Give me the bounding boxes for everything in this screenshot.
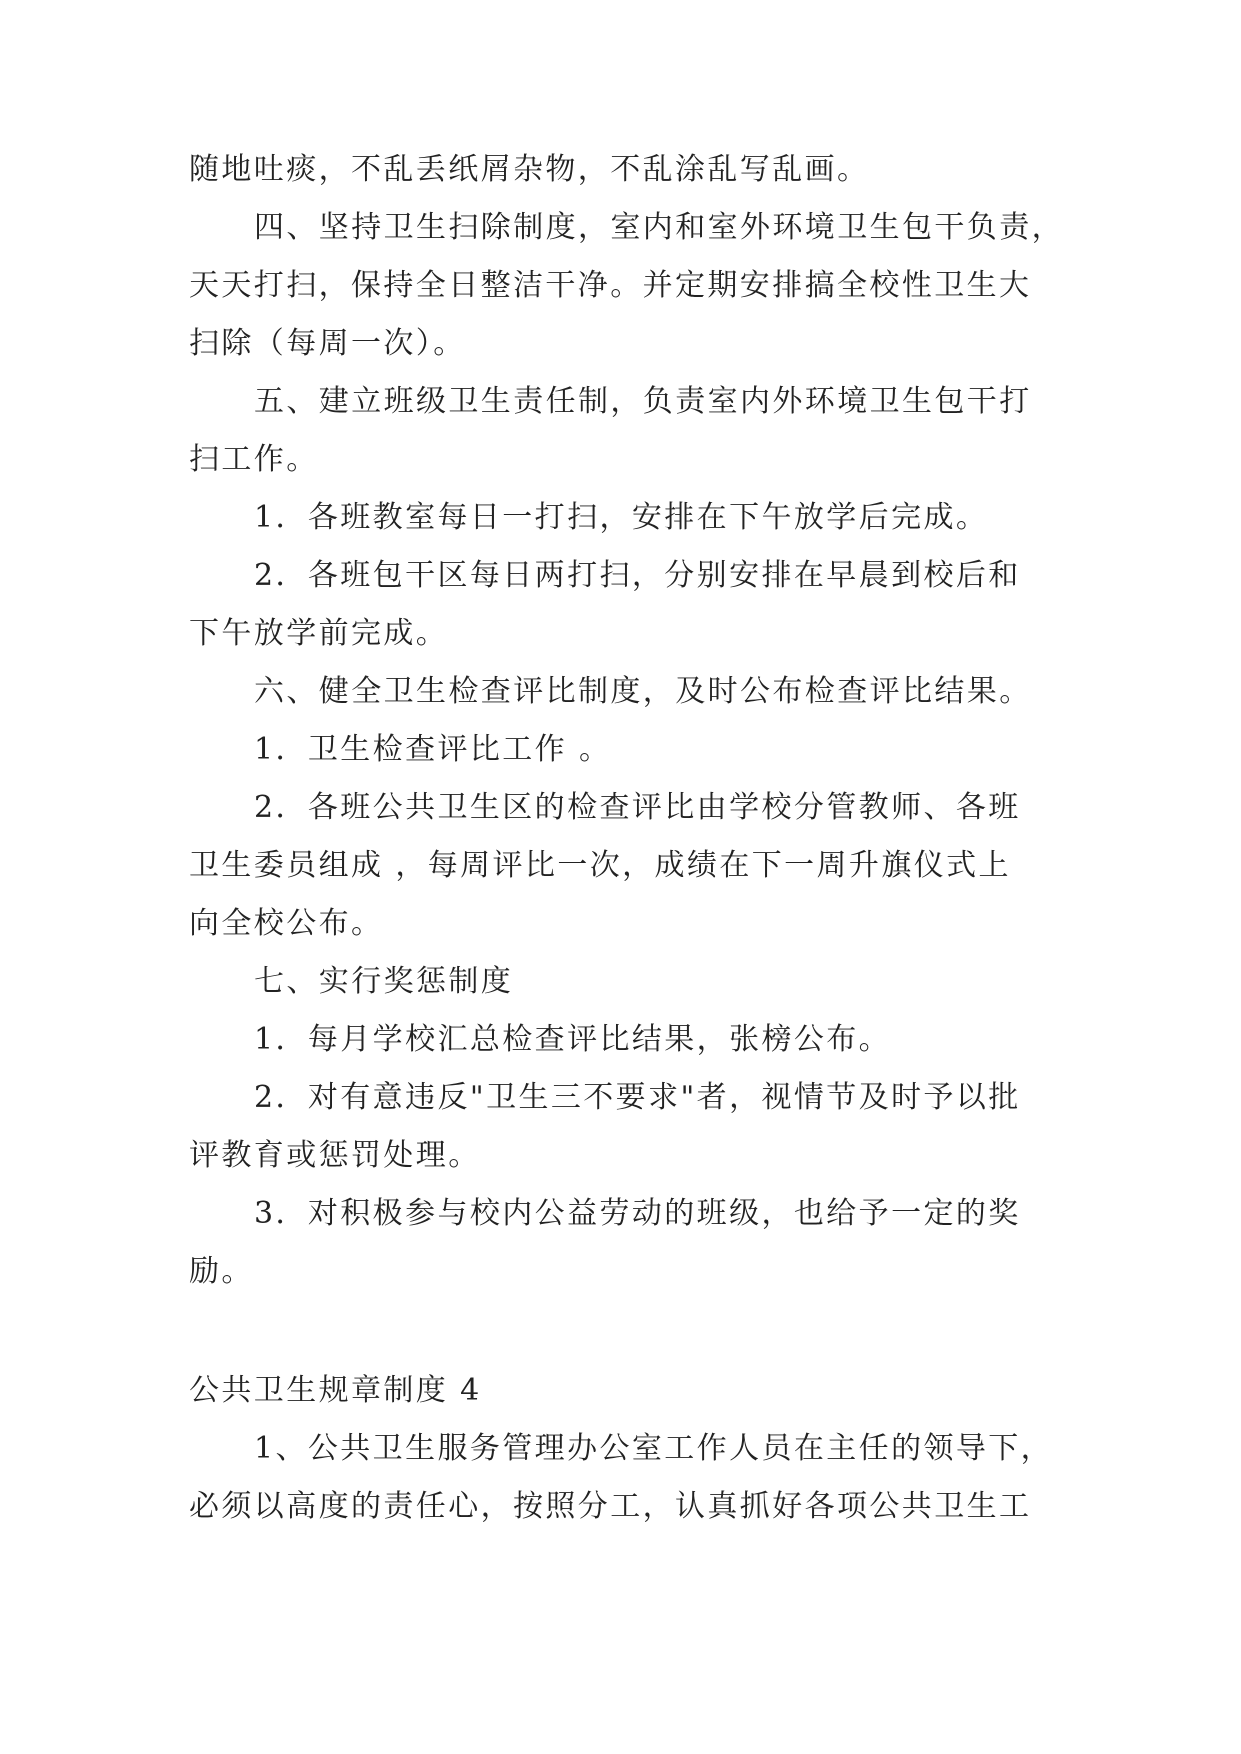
text-line: 卫生委员组成 ，每周评比一次，成绩在下一周升旗仪式上: [189, 848, 1011, 883]
text-line: 扫工作。: [189, 442, 319, 477]
text-line: 六、健全卫生检查评比制度，及时公布检查评比结果。: [254, 674, 1032, 709]
text-line: 天天打扫，保持全日整洁干净。并定期安排搞全校性卫生大: [189, 268, 1032, 303]
text-line: 随地吐痰，不乱丢纸屑杂物，不乱涂乱写乱画。: [189, 152, 870, 187]
text-line: 五、建立班级卫生责任制，负责室内外环境卫生包干打: [254, 384, 1032, 419]
text-line: 2．各班公共卫生区的检查评比由学校分管教师、各班: [254, 790, 1021, 825]
text-line: 3．对积极参与校内公益劳动的班级，也给予一定的奖: [254, 1196, 1021, 1231]
text-line: 1．各班教室每日一打扫，安排在下午放学后完成。: [254, 500, 989, 535]
text-line: 四、坚持卫生扫除制度，室内和室外环境卫生包干负责，: [254, 210, 1064, 245]
text-line: 1．卫生检查评比工作 。: [254, 732, 612, 767]
text-line: 向全校公布。: [189, 906, 384, 941]
text-line: 2．各班包干区每日两打扫，分别安排在早晨到校后和: [254, 558, 1021, 593]
text-line: 1、公共卫生服务管理办公室工作人员在主任的领导下，: [254, 1431, 1054, 1466]
text-line: 七、实行奖惩制度: [254, 964, 514, 999]
text-line: 下午放学前完成。: [189, 616, 449, 651]
text-line: 扫除（每周一次）。: [189, 326, 466, 361]
section-heading: 公共卫生规章制度 4: [189, 1373, 482, 1408]
text-line: 必须以高度的责任心，按照分工，认真抓好各项公共卫生工: [189, 1489, 1032, 1524]
text-line: 1．每月学校汇总检查评比结果，张榜公布。: [254, 1022, 892, 1057]
text-line: 评教育或惩罚处理。: [189, 1138, 481, 1173]
text-line: 2．对有意违反"卫生三不要求"者，视情节及时予以批: [254, 1080, 1021, 1115]
text-line: 励。: [189, 1254, 254, 1289]
